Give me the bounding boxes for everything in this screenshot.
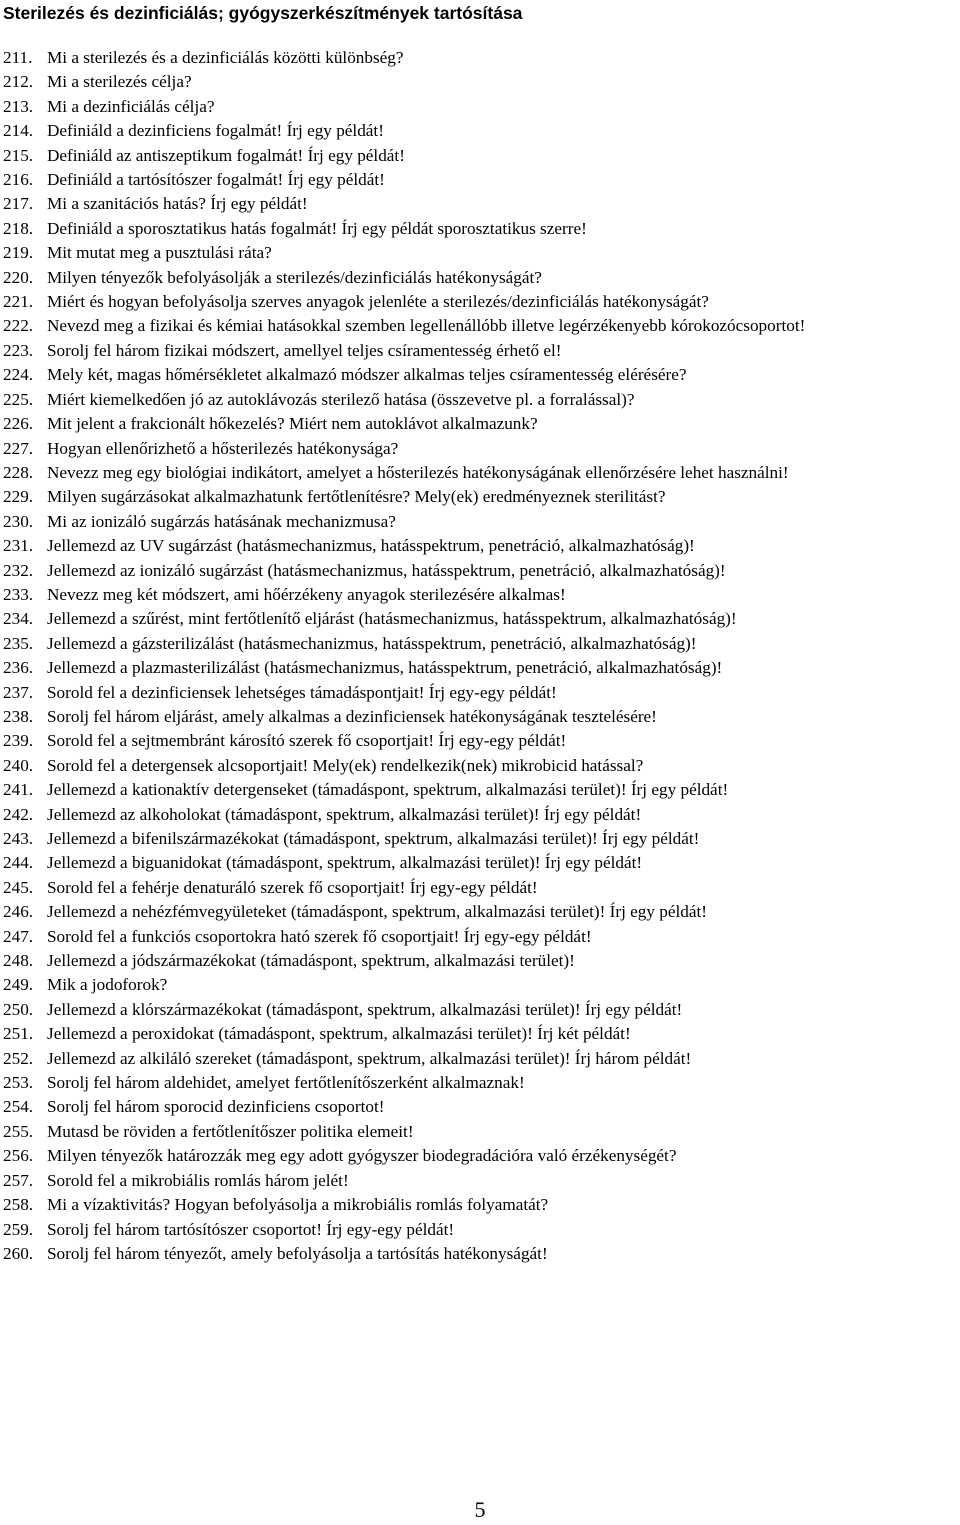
question-number: 244. [3,853,34,873]
question-number: 222. [3,316,34,336]
question-text: Sorold fel a funkciós csoportokra ható szerek fő csoportjait! Írj egy-egy példát! [47,926,592,946]
question-item [3,827,959,851]
question-text: Mi az ionizáló sugárzás hatásának mechanizmusa? [47,511,396,531]
question-number: 234. [3,609,34,629]
question-text: Jellemezd a gázsterilizálást (hatásmechanizmus, hatásspektrum, penetráció, alkalmazhatóság)! [47,633,697,653]
question-item [3,705,959,729]
question-item [3,1095,959,1119]
question-number: 255. [3,1121,34,1141]
question-text: Nevezz meg egy biológiai indikátort, amelyet a hősterilezés hatékonyságának ellenőrzésére lehet használni! [47,462,789,482]
question-text: Sorold fel a sejtmembránt károsító szerek fő csoportjait! Írj egy-egy példát! [47,731,567,751]
question-text: Mit jelent a frakcionált hőkezelés? Miért nem autoklávot alkalmazunk? [47,414,538,434]
question-text: Mi a sterilezés célja? [47,72,192,92]
question-item [3,534,959,558]
question-item [3,412,959,436]
question-item [3,192,959,216]
question-item [3,1022,959,1046]
question-number: 218. [3,218,34,238]
question-text: Sorold fel a detergensek alcsoportjait! Mely(ek) rendelkezik(nek) mikrobicid hatással? [47,755,644,775]
question-text: Jellemezd a nehézfémvegyületeket (támadáspont, spektrum, alkalmazási terület)! Írj egy példát! [47,902,707,922]
question-item [3,1144,959,1168]
question-number: 253. [3,1073,34,1093]
question-number: 260. [3,1243,34,1263]
question-number: 219. [3,243,34,263]
question-text: Jellemezd a peroxidokat (támadáspont, spektrum, alkalmazási terület)! Írj két példát! [47,1024,631,1044]
question-text: Jellemezd a jódszármazékokat (támadáspont, spektrum, alkalmazási terület)! [47,951,575,971]
question-text: Mi a szanitációs hatás? Írj egy példát! [47,194,308,214]
question-text: Nevezd meg a fizikai és kémiai hatásokkal szemben legellenállóbb illetve legérzékenyebb kórokozócsoportot! [47,316,806,336]
question-item [3,949,959,973]
question-text: Jellemezd az ionizáló sugárzást (hatásmechanizmus, hatásspektrum, penetráció, alkalmazhatóság)! [47,560,726,580]
question-number: 227. [3,438,34,458]
question-item [3,925,959,949]
question-item [3,851,959,875]
question-text: Definiáld a tartósítószer fogalmát! Írj egy példát! [47,170,385,190]
question-text: Definiáld a sporosztatikus hatás fogalmát! Írj egy példát sporosztatikus szerre! [47,218,587,238]
question-item [3,559,959,583]
question-text: Milyen tényezők határozzák meg egy adott gyógyszer biodegradációra való érzékenységét? [47,1146,677,1166]
question-number: 250. [3,999,34,1019]
question-item [3,70,959,94]
question-item [3,290,959,314]
question-number: 224. [3,365,34,385]
question-number: 245. [3,877,34,897]
question-number: 233. [3,584,34,604]
question-number: 252. [3,1048,34,1068]
question-number: 259. [3,1219,34,1239]
question-number: 211. [3,48,33,67]
question-number: 254. [3,1097,34,1117]
question-item [3,1071,959,1095]
question-number: 221. [3,292,34,312]
question-item [3,998,959,1022]
question-text: Jellemezd a plazmasterilizálást (hatásmechanizmus, hatásspektrum, penetráció, alkalmazhatóság)! [47,658,723,678]
question-item [3,778,959,802]
question-item [3,607,959,631]
question-number: 232. [3,560,34,580]
question-text: Sorolj fel három sporocid dezinficiens csoportot! [47,1097,385,1117]
question-number: 230. [3,511,34,531]
question-item [3,1120,959,1144]
question-number: 249. [3,975,34,995]
question-number: 220. [3,267,34,287]
question-item [3,485,959,509]
question-number: 228. [3,462,34,482]
question-number: 240. [3,755,34,775]
question-text: Jellemezd a biguanidokat (támadáspont, spektrum, alkalmazási terület)! Írj egy példát! [47,853,643,873]
question-number: 235. [3,633,34,653]
question-number: 226. [3,414,34,434]
question-item [3,803,959,827]
question-number: 239. [3,731,34,751]
question-text: Milyen tényezők befolyásolják a sterilezés/dezinficiálás hatékonyságát? [47,267,542,287]
question-text: Mik a jodoforok? [47,975,168,995]
question-number: 229. [3,487,34,507]
question-text: Sorolj fel három fizikai módszert, amellyel teljes csíramentesség érhető el! [47,340,562,360]
question-number: 256. [3,1146,34,1166]
question-item [3,1047,959,1071]
question-item [3,583,959,607]
question-text: Mely két, magas hőmérsékletet alkalmazó módszer alkalmas teljes csíramentesség elérésére? [47,365,687,385]
question-number: 246. [3,902,34,922]
question-text: Nevezz meg két módszert, ami hőérzékeny anyagok sterilezésére alkalmas! [47,584,566,604]
question-text: Miért és hogyan befolyásolja szerves anyagok jelenléte a sterilezés/dezinficiálás hatékonyságát? [47,292,709,312]
question-item [3,168,959,192]
question-list [3,46,959,1266]
question-number: 257. [3,1170,34,1190]
question-number: 237. [3,682,34,702]
question-number: 213. [3,96,34,116]
question-text: Sorolj fel három tartósítószer csoportot! Írj egy-egy példát! [47,1219,455,1239]
question-number: 247. [3,926,34,946]
question-item [3,729,959,753]
question-number: 251. [3,1024,34,1044]
question-item [3,266,959,290]
question-text: Jellemezd az alkiláló szereket (támadáspont, spektrum, alkalmazási terület)! Írj három példát! [47,1048,692,1068]
question-item [3,681,959,705]
question-item [3,656,959,680]
question-number: 217. [3,194,34,214]
question-number: 212. [3,72,34,92]
question-item [3,1169,959,1193]
question-text: Jellemezd a kationaktív detergenseket (támadáspont, spektrum, alkalmazási terület)! Írj egy példát! [47,780,729,800]
question-item [3,241,959,265]
question-number: 238. [3,706,34,726]
question-number: 243. [3,829,34,848]
question-text: Hogyan ellenőrizhető a hősterilezés hatékonysága? [47,438,399,458]
question-number: 241. [3,780,34,800]
question-item [3,46,959,70]
question-item [3,973,959,997]
question-item [3,388,959,412]
question-item [3,510,959,534]
question-item [3,339,959,363]
question-text: Definiáld a dezinficiens fogalmát! Írj egy példát! [47,121,384,141]
question-text: Definiáld az antiszeptikum fogalmát! Írj egy példát! [47,145,405,165]
question-item [3,314,959,338]
question-item [3,900,959,924]
question-number: 248. [3,951,34,971]
question-text: Sorold fel a fehérje denaturáló szerek fő csoportjait! Írj egy-egy példát! [47,877,538,897]
question-item [3,144,959,168]
question-text: Sorolj fel három aldehidet, amelyet fertőtlenítőszerként alkalmaznak! [47,1073,525,1093]
question-item [3,119,959,143]
question-text: Mi a vízaktivitás? Hogyan befolyásolja a mikrobiális romlás folyamatát? [47,1195,549,1215]
question-number: 258. [3,1195,34,1215]
question-item [3,632,959,656]
question-number: 215. [3,145,34,165]
question-text: Sorold fel a mikrobiális romlás három jelét! [47,1170,349,1190]
question-item [3,363,959,387]
question-text: Sorolj fel három tényezőt, amely befolyásolja a tartósítás hatékonyságát! [47,1243,548,1263]
question-item [3,754,959,778]
question-item [3,1218,959,1242]
question-item [3,461,959,485]
page-title: Sterilezés és dezinficiálás; gyógyszerkészítmények tartósítása [3,3,523,23]
question-text: Jellemezd az alkoholokat (támadáspont, spektrum, alkalmazási terület)! Írj egy példát! [47,804,642,824]
page-number: 5 [474,1497,486,1522]
question-item [3,1242,959,1266]
question-text: Jellemezd az UV sugárzást (hatásmechanizmus, hatásspektrum, penetráció, alkalmazhatóság)! [47,536,695,556]
question-item [3,217,959,241]
question-number: 216. [3,170,34,190]
question-item [3,1193,959,1217]
question-number: 231. [3,536,34,556]
question-text: Sorold fel a dezinficiensek lehetséges támadáspontjait! Írj egy-egy példát! [47,682,557,702]
question-number: 225. [3,389,34,409]
question-text: Mi a dezinficiálás célja? [47,96,215,116]
question-text: Mi a sterilezés és a dezinficiálás közötti különbség? [47,48,404,67]
question-number: 242. [3,804,34,824]
question-number: 214. [3,121,34,141]
question-item [3,95,959,119]
question-number: 236. [3,658,34,678]
question-text: Miért kiemelkedően jó az autoklávozás sterilező hatása (összevetve pl. a forralással)? [47,389,635,409]
question-text: Jellemezd a bifenilszármazékokat (támadáspont, spektrum, alkalmazási terület)! Írj egy példát! [47,829,700,848]
question-text: Mit mutat meg a pusztulási ráta? [47,243,272,263]
question-text: Sorolj fel három eljárást, amely alkalmas a dezinficiensek hatékonyságának tesztelésére! [47,706,657,726]
question-item [3,437,959,461]
question-text: Milyen sugárzásokat alkalmazhatunk fertőtlenítésre? Mely(ek) eredményeznek sterilitást? [47,487,666,507]
question-text: Mutasd be röviden a fertőtlenítőszer politika elemeit! [47,1121,414,1141]
question-text: Jellemezd a szűrést, mint fertőtlenítő eljárást (hatásmechanizmus, hatásspektrum, alkalmazhatóság)! [47,609,737,629]
question-number: 223. [3,340,34,360]
question-text: Jellemezd a klórszármazékokat (támadáspont, spektrum, alkalmazási terület)! Írj egy példát! [47,999,683,1019]
question-item [3,876,959,900]
